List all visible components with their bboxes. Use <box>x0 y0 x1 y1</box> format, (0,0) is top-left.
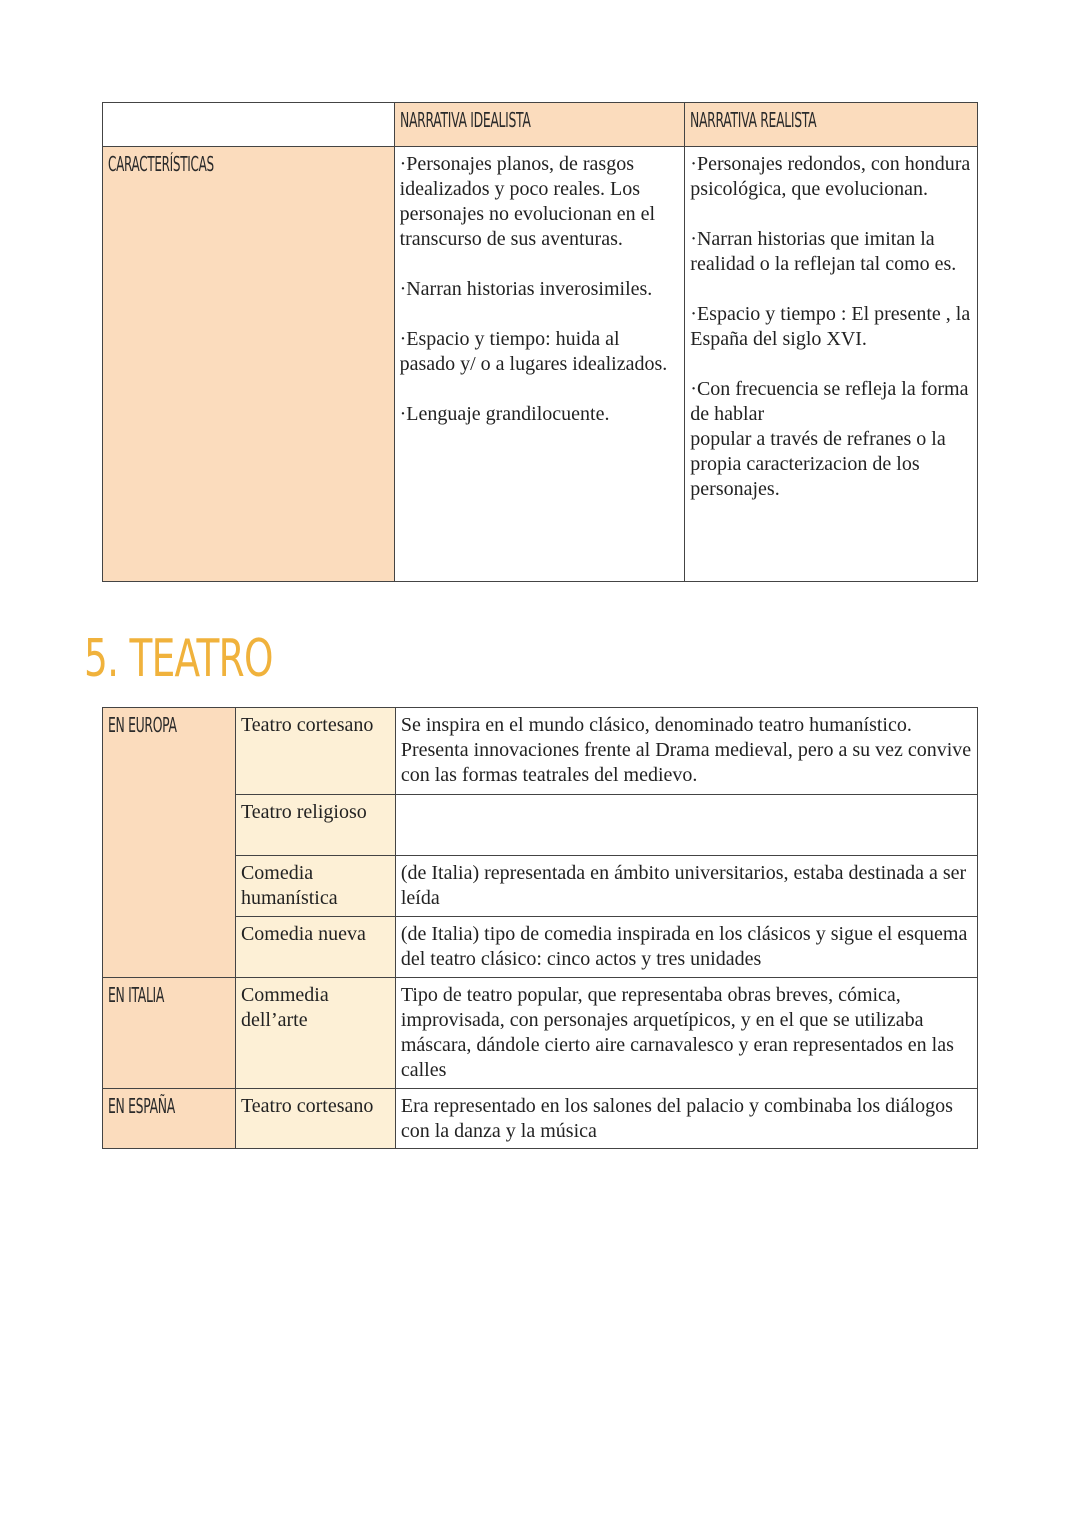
teatro-desc: Era representado en los salones del palacio y combinaba los diálogos con la danza y la música <box>395 1089 977 1149</box>
region-europa: EN EUROPA <box>103 708 236 978</box>
teatro-type: Teatro religioso <box>235 795 395 856</box>
narrativa-table <box>102 102 978 582</box>
teatro-type: Commedia dell’arte <box>235 978 395 1089</box>
teatro-type: Teatro cortesano <box>235 708 395 795</box>
realista-item: ·Personajes redondos, con hondura psicológica, que evolucionan. <box>690 153 971 200</box>
idealista-cell <box>394 147 685 582</box>
idealista-item: ·Espacio y tiempo: huida al pasado y/ o a lugares idealizados. <box>399 328 668 375</box>
idealista-item: ·Lenguaje grandilocuente. <box>399 403 610 425</box>
teatro-desc: Se inspira en el mundo clásico, denominado teatro humanístico. Presenta innovaciones frente al Drama medieval, pero a su vez convive con las formas teatrales del medievo. <box>395 708 977 795</box>
idealista-item: ·Personajes planos, de rasgos idealizados y poco reales. Los personajes no evolucionan en el transcurso de sus aventuras. <box>399 153 656 250</box>
idealista-item: ·Narran historias inverosimiles. <box>399 278 653 300</box>
region-espana: EN ESPAÑA <box>103 1089 236 1149</box>
header-idealista: NARRATIVA IDEALISTA <box>394 103 685 147</box>
realista-item: ·Con frecuencia se refleja la forma de hablar <box>690 378 969 425</box>
teatro-desc: (de Italia) representada en ámbito universitarios, estaba destinada a ser leída <box>395 856 977 917</box>
header-empty-cell <box>103 103 395 147</box>
teatro-desc: Tipo de teatro popular, que representaba obras breves, cómica, improvisada, con personajes arquetípicos, y en el que se utilizaba máscara, dándole cierto aire carnavalesco y eran representados en las calles <box>395 978 977 1089</box>
teatro-desc <box>395 795 977 856</box>
realista-item: popular a través de refranes o la propia caracterizacion de los personajes. <box>690 428 946 500</box>
region-italia: EN ITALIA <box>103 978 236 1089</box>
section-title: 5. TEATRO <box>84 629 273 689</box>
teatro-type: Comedia nueva <box>235 917 395 978</box>
realista-cell <box>685 147 978 582</box>
realista-item: ·Narran historias que imitan la realidad o la reflejan tal como es. <box>690 228 957 275</box>
realista-item: ·Espacio y tiempo : El presente , la España del siglo XVI. <box>690 303 971 350</box>
teatro-type: Teatro cortesano <box>235 1089 395 1149</box>
teatro-table <box>102 707 978 1149</box>
header-realista: NARRATIVA REALISTA <box>685 103 978 147</box>
teatro-type: Comedia humanística <box>235 856 395 917</box>
teatro-desc: (de Italia) tipo de comedia inspirada en los clásicos y sigue el esquema del teatro clásico: cinco actos y tres unidades <box>395 917 977 978</box>
row-label-caracteristicas: CARACTERÍSTICAS <box>103 147 395 582</box>
